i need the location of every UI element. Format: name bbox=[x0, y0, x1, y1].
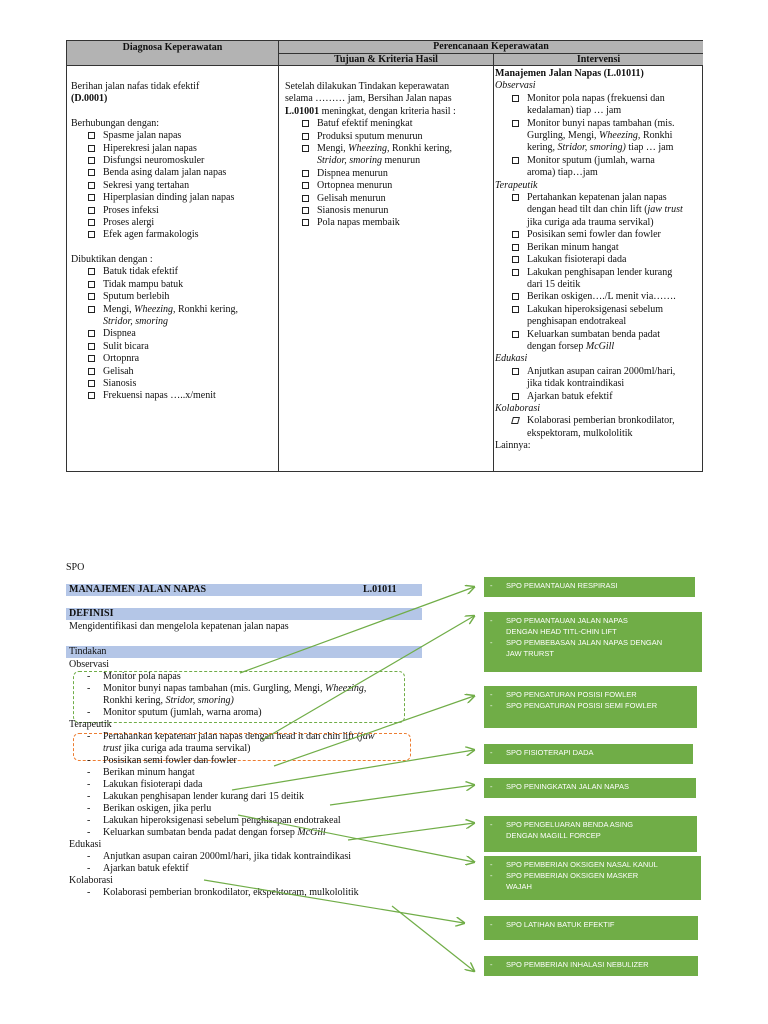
spo-box-label: SPO PENGELUARAN BENDA ASING bbox=[506, 820, 634, 829]
definisi-text: Mengidentifikasi dan mengelola kepatenan jalan napas bbox=[69, 621, 289, 632]
related-item: Efek agen farmakologis bbox=[71, 229, 276, 241]
evidence-mengi-cont: Stridor, smoring bbox=[103, 315, 169, 327]
ter7: Lakukan hiperoksigenasi sebelum bbox=[527, 303, 664, 315]
tindakan-label: Tindakan bbox=[69, 646, 107, 657]
edukasi-label: Edukasi bbox=[69, 839, 102, 850]
edu1-cont: jika tidak kontraindikasi bbox=[527, 378, 625, 390]
header-tujuan: Tujuan & Kriteria Hasil bbox=[279, 54, 493, 65]
spo-title: MANAJEMEN JALAN NAPAS bbox=[69, 584, 207, 595]
spo-t1: Pertahankan kepatenan jalan napas dengan head it dan chin lift (jaw bbox=[103, 731, 375, 742]
spo-box: - SPO PEMBERIAN INHALASI NEBULIZER bbox=[484, 956, 698, 976]
kolaborasi-label: Kolaborasi bbox=[495, 402, 541, 414]
ter5: Lakukan penghisapan lender kurang bbox=[527, 266, 673, 278]
evidence-item: Sianosis bbox=[71, 378, 276, 390]
observasi-label: Observasi bbox=[69, 659, 109, 670]
arrow-batuk bbox=[204, 880, 464, 923]
spo-t8: Keluarkan sumbatan benda padat dengan forsep McGill bbox=[103, 827, 326, 838]
spo-e1: Anjutkan asupan cairan 2000ml/hari, jika tidak kontraindikasi bbox=[103, 851, 351, 862]
spo-box-label: DENGAN HEAD TITL-CHIN LIFT bbox=[506, 627, 617, 636]
spo-t2: Posisikan semi fowler dan fowler bbox=[103, 755, 237, 766]
related-item: Hiperekresi jalan napas bbox=[71, 143, 276, 155]
evidence-item: Batuk tidak efektif bbox=[71, 266, 276, 278]
evidence-item: Gelisah bbox=[71, 366, 276, 378]
spo-box-label: JAW TRURST bbox=[506, 649, 554, 658]
spo-box: - SPO PEMBERIAN OKSIGEN NASAL KANUL - SPO PEMBERIAN OKSIGEN MASKER WAJAH bbox=[484, 856, 701, 900]
related-item: Sekresi yang tertahan bbox=[71, 180, 276, 192]
spo-box-label: SPO PEMBERIAN OKSIGEN MASKER bbox=[506, 871, 639, 880]
tujuan-line1: Setelah dilakukan Tindakan keperawatan bbox=[285, 81, 450, 92]
header-perencanaan: Perencanaan Keperawatan bbox=[279, 41, 703, 53]
diagnosa-code: (D.0001) bbox=[71, 93, 108, 105]
related-item: Hiperplasian dinding jalan napas bbox=[71, 192, 276, 204]
ter5-cont: dari 15 deitik bbox=[527, 278, 581, 290]
tujuan-item: Batuf efektif meningkat bbox=[285, 118, 491, 130]
spo-o2-cont: Ronkhi kering, Stridor, smoring) bbox=[103, 695, 234, 706]
spo-tindakan-list: Observasi - Monitor pola napas - Monitor bunyi napas tambahan (mis. Gurgling, Mengi, Wheezing, Ronkhi kering, Stridor, smoring) - Monitor sputum (jumlah, warna aroma) Terapeutik - Pertahankan kepatenan jalan napas dengan head it dan chin lift (jaw trust jika curiga ada trauma servikal) - Posisikan semi fowler dan fowler - Berikan minum hangat - Lakukan fisioterapi dada - Lakukan penghisapan lender kurang dari 15 deitik - Berikan oskigen, jika perlu - Lakukan hiperoksigenasi sebelum penghisapan endotrakeal - Keluarkan sumbatan benda padat dengan forsep McGill Edukasi - Anjutkan asupan cairan 2000ml/hari, jika tidak kontraindikasi - Ajarkan batuk efektif Kolaborasi - Kolaborasi pemberian bronkodilator, ekspektoram, mulkololitik bbox=[69, 659, 419, 899]
evidence-item: Sputum berlebih bbox=[71, 291, 276, 303]
evidence-item: Tidak mampu batuk bbox=[71, 279, 276, 291]
tujuan-item: Gelisah menurun bbox=[285, 193, 491, 205]
definisi-label: DEFINISI bbox=[69, 608, 114, 619]
spo-box: - SPO LATIHAN BATUK EFEKTIF bbox=[484, 916, 698, 940]
header-diagnosa: Diagnosa Keperawatan bbox=[67, 41, 278, 65]
spo-box: - SPO PEMANTAUAN RESPIRASI bbox=[484, 577, 695, 597]
obs1-cont: kedalaman) tiap … jam bbox=[527, 105, 622, 117]
tujuan-line2: selama ……… jam, Bersihan Jalan napas bbox=[285, 93, 452, 105]
evidence-item: Frekuensi napas …..x/menit bbox=[71, 390, 276, 402]
spo-box-label: WAJAH bbox=[506, 882, 532, 891]
spo-o3: Monitor sputum (jumlah, warna aroma) bbox=[103, 707, 262, 718]
obs2: Monitor bunyi napas tambahan (mis. bbox=[527, 117, 675, 129]
spo-k1: Kolaborasi pemberian bronkodilator, ekspektoram, mulkololitik bbox=[103, 887, 359, 898]
spo-box-label: SPO PEMBERIAN OKSIGEN NASAL KANUL bbox=[506, 860, 658, 869]
tujuan-item: Pola napas membaik bbox=[285, 217, 491, 229]
evidence-item: Dispnea bbox=[71, 328, 276, 340]
related-item: Proses alergi bbox=[71, 217, 276, 229]
obs2-cont: Gurgling, Mengi, Wheezing, Ronkhi bbox=[527, 130, 673, 142]
ter1-cont2: jika curiga ada trauma servikal) bbox=[527, 216, 654, 228]
spo-code: L.01011 bbox=[363, 584, 397, 595]
edu2: Ajarkan batuk efektif bbox=[527, 390, 613, 402]
terapeutik-label: Terapeutik bbox=[495, 179, 538, 191]
kolaborasi-label: Kolaborasi bbox=[69, 875, 113, 886]
arrow-fisioterapi bbox=[232, 750, 474, 790]
header-intervensi: Intervensi bbox=[494, 54, 703, 65]
spo-box: - SPO PENINGKATAN JALAN NAPAS bbox=[484, 778, 696, 798]
spo-t6: Berikan oskigen, jika perlu bbox=[103, 803, 212, 814]
ter4: Lakukan fisioterapi dada bbox=[527, 254, 627, 266]
obs1: Monitor pola napas (frekuensi dan bbox=[527, 92, 665, 104]
tujuan-line3: L.01001 meningkat, dengan kriteria hasil : bbox=[285, 105, 456, 117]
spo-box-label: SPO PEMANTAUAN JALAN NAPAS bbox=[506, 616, 628, 625]
spo-box-label: SPO PEMBEBASAN JALAN NAPAS DENGAN bbox=[506, 638, 663, 647]
arrow-respirasi bbox=[240, 587, 474, 673]
arrow-nebulizer bbox=[392, 906, 474, 971]
arrow-head-tilt bbox=[262, 616, 474, 740]
spo-t7: Lakukan hiperoksigenasi sebelum penghisapan endotrakeal bbox=[103, 815, 341, 826]
observasi-label: Observasi bbox=[495, 80, 536, 92]
obs3: Monitor sputum (jumlah, warna bbox=[527, 154, 655, 166]
edukasi-label: Edukasi bbox=[495, 353, 528, 365]
ter6: Berikan oskigen…./L menit via……. bbox=[527, 291, 676, 303]
related-item: Spasme jalan napas bbox=[71, 130, 276, 142]
ter1: Pertahankan kepatenan jalan napas bbox=[527, 192, 667, 204]
spo-box-label: SPO PENINGKATAN JALAN NAPAS bbox=[506, 782, 629, 791]
kol1-cont: ekspektoram, mulkololitik bbox=[527, 427, 633, 439]
kol1: Kolaborasi pemberian bronkodilator, bbox=[527, 415, 675, 427]
tujuan-mengi: Mengi, Wheezing, Ronkhi kering, bbox=[285, 143, 491, 155]
spo-t1-cont: trust jika curiga ada trauma servikal) bbox=[103, 743, 251, 754]
related-label: Berhubungan dengan: bbox=[71, 117, 160, 129]
spo-box: - SPO PENGATURAN POSISI FOWLER - SPO PENGATURAN POSISI SEMI FOWLER bbox=[484, 686, 697, 728]
tujuan-mengi-cont: Stridor, smoring menurun bbox=[317, 155, 421, 167]
spo-box: - SPO PEMANTAUAN JALAN NAPAS DENGAN HEAD TITL-CHIN LIFT - SPO PEMBEBASAN JALAN NAPAS DENGAN JAW TRURST bbox=[484, 612, 702, 672]
spo-box-label: DENGAN MAGILL FORCEP bbox=[506, 831, 601, 840]
spo-label: SPO bbox=[66, 562, 85, 573]
tujuan-item: Dispnea menurun bbox=[285, 168, 491, 180]
edu1: Anjutkan asupan cairan 2000ml/hari, bbox=[527, 365, 676, 377]
spo-box-label: SPO LATIHAN BATUK EFEKTIF bbox=[506, 920, 615, 929]
spo-box-label: SPO PENGATURAN POSISI FOWLER bbox=[506, 690, 637, 699]
ter1-cont: dengan head tilt dan chin lift (jaw trust bbox=[527, 204, 683, 216]
arrow-peningkatan bbox=[330, 785, 474, 805]
ter2: Posisikan semi fowler dan fowler bbox=[527, 229, 661, 241]
related-item: Disfungsi neuromoskuler bbox=[71, 155, 276, 167]
tujuan-item: Produksi sputum menurun bbox=[285, 131, 491, 143]
spo-t5: Lakukan penghisapan lender kurang dari 15 deitik bbox=[103, 791, 305, 802]
spo-box-label: SPO PEMANTAUAN RESPIRASI bbox=[506, 581, 618, 590]
tujuan-item: Sianosis menurun bbox=[285, 205, 491, 217]
intervensi-title: Manajemen Jalan Napas (L.01011) bbox=[495, 68, 644, 79]
related-item: Proses infeksi bbox=[71, 205, 276, 217]
terapeutik-label: Terapeutik bbox=[69, 719, 112, 730]
evidence-label: Dibuktikan dengan : bbox=[71, 253, 153, 265]
evidence-mengi: Mengi, Wheezing, Ronkhi kering, bbox=[71, 304, 276, 316]
ter8: Keluarkan sumbatan benda padat bbox=[527, 328, 661, 340]
obs2-cont2: kering, Stridor, smoring) tiap … jam bbox=[527, 142, 674, 154]
spo-o1: Monitor pola napas bbox=[103, 671, 181, 682]
evidence-item: Sulit bicara bbox=[71, 341, 276, 353]
spo-box: - SPO PENGELUARAN BENDA ASING DENGAN MAGILL FORCEP bbox=[484, 816, 697, 852]
spo-e2: Ajarkan batuk efektif bbox=[103, 863, 189, 874]
ter7-cont: penghisapan endotrakeal bbox=[527, 316, 627, 328]
spo-t4: Lakukan fisioterapi dada bbox=[103, 779, 203, 790]
arrow-magill bbox=[348, 823, 474, 840]
related-item: Benda asing dalam jalan napas bbox=[71, 167, 276, 179]
spo-box-label: SPO FISIOTERAPI DADA bbox=[506, 748, 594, 757]
spo-box: - SPO FISIOTERAPI DADA bbox=[484, 744, 693, 764]
arrow-oksigen bbox=[238, 815, 474, 862]
obs3-cont: aroma) tiap…jam bbox=[527, 167, 598, 179]
tujuan-item: Ortopnea menurun bbox=[285, 180, 491, 192]
diagnosa-title: Berihan jalan nafas tidak efektif bbox=[71, 81, 200, 92]
lainnya: Lainnya: bbox=[495, 440, 531, 452]
spo-box-label: SPO PENGATURAN POSISI SEMI FOWLER bbox=[506, 701, 658, 710]
spo-t3: Berikan minum hangat bbox=[103, 767, 195, 778]
ter3: Berikan minum hangat bbox=[527, 241, 619, 253]
spo-o2: Monitor bunyi napas tambahan (mis. Gurgling, Mengi, Wheezing, bbox=[103, 683, 367, 694]
ter8-cont: dengan forsep McGill bbox=[527, 340, 615, 352]
spo-box-label: SPO PEMBERIAN INHALASI NEBULIZER bbox=[506, 960, 649, 969]
evidence-item: Ortopnra bbox=[71, 353, 276, 365]
